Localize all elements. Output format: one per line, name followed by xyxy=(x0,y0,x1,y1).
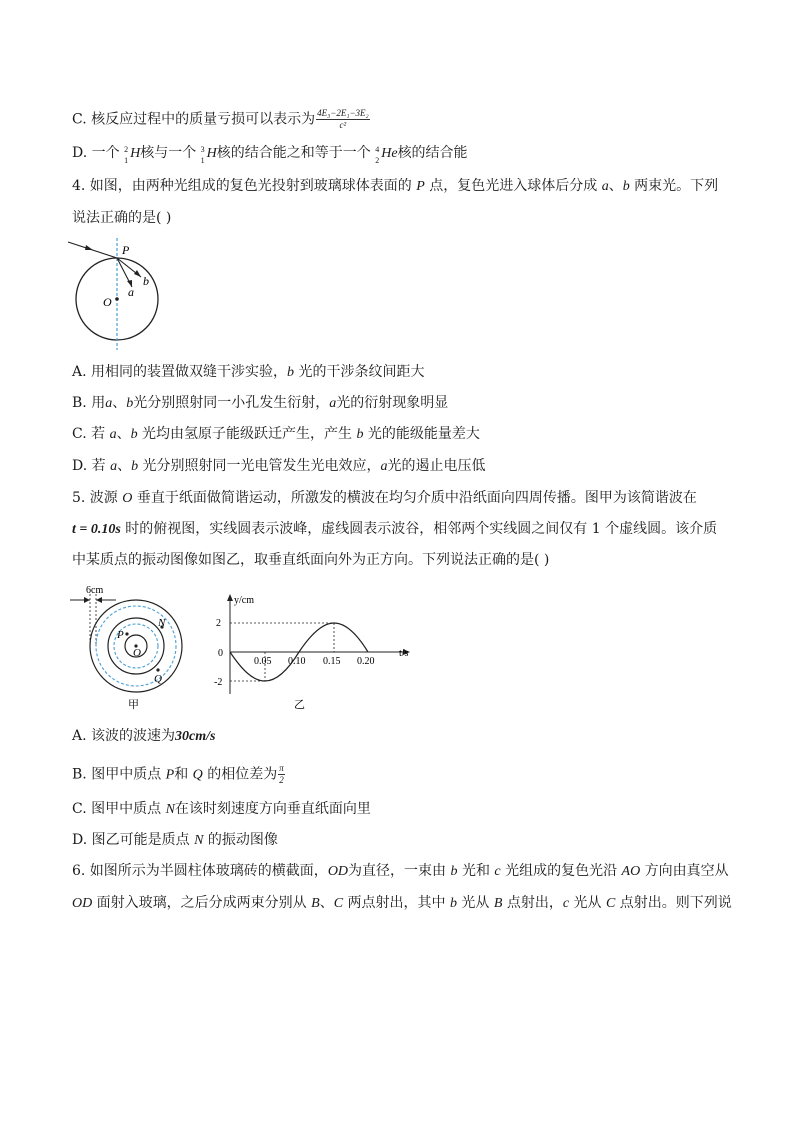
y-tick-0: 0 xyxy=(218,648,223,659)
label-p: P xyxy=(122,243,130,257)
dim-6cm: 6cm xyxy=(86,585,104,596)
q5-stem-line1: 5. 波源 O 垂直于纸面做简谐运动，所激发的横波在均匀介质中沿纸面向四周传播。图甲为该简谐波在 xyxy=(72,490,697,506)
nuclide-h2: 2 1 H xyxy=(124,145,141,165)
caption-jia: 甲 xyxy=(128,699,139,711)
caption-yi: 乙 xyxy=(294,699,305,711)
q5-option-b: B. 图甲中质点 P和 Q 的相位差为 $\frac{\pi}{2}$ xyxy=(72,763,284,785)
q4-option-b: B. 用a、b光分别照射同一小孔发生衍射，a光的衍射现象明显 xyxy=(72,395,449,411)
phase-fraction: $\frac{\pi}{2}$ xyxy=(279,763,284,785)
nuclide-h3: 3 1 H xyxy=(200,145,217,165)
q5-figure-jia xyxy=(66,584,196,714)
option-d-q3: D. 一个 2 1 H核与一个 3 1 H核的结合能之和等于一个 4 2 He核的结合能 xyxy=(72,145,468,165)
q4-option-a: A. 用相同的装置做双缝干涉实验，b 光的干涉条纹间距大 xyxy=(72,364,425,380)
incident-arrow-head xyxy=(85,245,93,250)
t-tick-020: 0.20 xyxy=(357,656,375,667)
label-p-jia: P xyxy=(117,629,124,641)
t-tick-005: 0.05 xyxy=(254,656,272,667)
label-n-jia: N xyxy=(158,617,166,629)
label-a: a xyxy=(128,285,134,299)
q6-stem-line1: 6. 如图所示为半圆柱体玻璃砖的横截面，OD为直径，一束由 b 光和 c 光组成的复色光沿 AO 方向由真空从 xyxy=(72,863,729,879)
label-q-jia: Q xyxy=(154,673,162,685)
q5-figure-yi xyxy=(206,590,426,714)
y-tick-neg2: -2 xyxy=(214,677,223,688)
ray-b-arrow-head xyxy=(134,270,141,277)
q4-figure xyxy=(66,234,176,352)
t-axis-label: t/s xyxy=(399,648,409,659)
mass-defect-fraction: $\frac{\text{4E₃−2E₁−3E₂}}{\text{c²}}$ xyxy=(317,108,369,130)
q5-option-a: A. 该波的波速为30cm/s xyxy=(72,728,216,744)
t-tick-010: 0.10 xyxy=(288,656,306,667)
label-o: O xyxy=(103,295,112,309)
y-axis-label: y/cm xyxy=(234,595,254,606)
q5-option-d: D. 图乙可能是质点 N 的振动图像 xyxy=(72,832,278,848)
t-tick-015: 0.15 xyxy=(323,656,341,667)
option-c-q3: C. 核反应过程中的质量亏损可以表示为 $\frac{\text{4E₃−2E₁−3E₂}}{\text{c²}}$ xyxy=(72,108,369,130)
q6-stem-line2: OD 面射入玻璃，之后分成两束分别从 B、C 两点射出，其中 b 光从 B 点射出，c 光从 C 点射出。则下列说 xyxy=(72,895,732,911)
label-o-jia: O xyxy=(133,647,141,659)
y-tick-2: 2 xyxy=(216,618,221,629)
q4-option-d: D. 若 a、b 光分别照射同一光电管发生光电效应，a光的遏止电压低 xyxy=(72,458,486,474)
q4-stem-line1: 4. 如图，由两种光组成的复色光投射到玻璃球体表面的 P 点，复色光进入球体后分成 a、b 两束光。下列 xyxy=(72,178,719,194)
label-b: b xyxy=(143,274,149,288)
q4-stem-line2: 说法正确的是( ) xyxy=(72,210,172,226)
q5-option-c: C. 图甲中质点 N在该时刻速度方向垂直纸面向里 xyxy=(72,801,371,817)
nuclide-he4: 4 2 He xyxy=(375,145,398,165)
center-dot xyxy=(115,297,119,301)
q5-stem-line2: t = 0.10s 时的俯视图，实线圆表示波峰，虚线圆表示波谷，相邻两个实线圆之间仅有 1 个虚线圆。该介质 xyxy=(72,521,718,537)
q4-option-c: C. 若 a、b 光均由氢原子能级跃迁产生，产生 b 光的能级能量差大 xyxy=(72,426,480,442)
q5-stem-line3: 中某质点的振动图像如图乙，取垂直纸面向外为正方向。下列说法正确的是( ) xyxy=(72,552,550,568)
